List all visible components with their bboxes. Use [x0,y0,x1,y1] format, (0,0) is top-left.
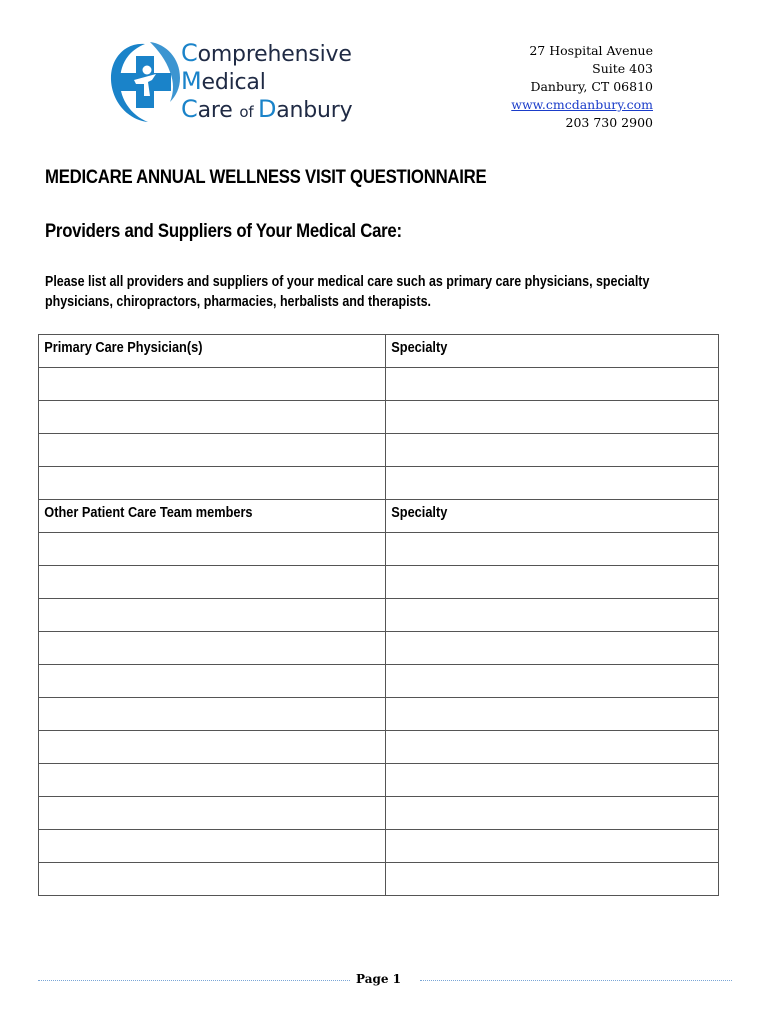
team-member-cell[interactable] [39,533,386,566]
team-member-cell[interactable] [39,632,386,665]
team-member-cell[interactable] [39,731,386,764]
specialty-cell[interactable] [386,368,719,401]
physician-name-cell[interactable] [39,401,386,434]
address-phone: 203 730 2900 [565,115,653,130]
address-suite: Suite 403 [592,61,653,76]
team-member-cell[interactable] [39,599,386,632]
address-street: 27 Hospital Avenue [529,43,653,58]
logo-line-1: Comprehensive [181,39,352,67]
instructions-text: Please list all providers and suppliers of your medical care such as primary care physicians, specialty physicians, chiropractors, pharmacies, herbalists and therapists. [45,274,650,310]
address-city: Danbury, CT 06810 [530,79,653,94]
specialty-cell[interactable] [386,830,719,863]
table-row [39,863,719,896]
logo-line-2: Medical [181,67,266,95]
table-row [39,698,719,731]
table-row [39,764,719,797]
table-row [39,632,719,665]
header-cell-care-team: Other Patient Care Team members [39,500,386,533]
header-cell-primary-care: Primary Care Physician(s) [39,335,386,368]
table-row [39,434,719,467]
table-header-row-primary [39,335,719,368]
table-header-row-team [39,500,719,533]
specialty-cell[interactable] [386,665,719,698]
specialty-cell[interactable] [386,764,719,797]
website-link[interactable]: www.cmcdanbury.com [511,97,653,112]
table-row [39,467,719,500]
specialty-cell[interactable] [386,467,719,500]
specialty-cell[interactable] [386,698,719,731]
team-member-cell[interactable] [39,665,386,698]
table-row [39,566,719,599]
table-row [39,665,719,698]
specialty-cell[interactable] [386,566,719,599]
table-row [39,731,719,764]
team-member-cell[interactable] [39,863,386,896]
header-cell-specialty: Specialty [386,500,719,533]
logo-line-3: Care of Danbury [181,95,353,123]
team-member-cell[interactable] [39,698,386,731]
section-heading: Providers and Suppliers of Your Medical Care: [45,220,402,242]
specialty-cell[interactable] [386,632,719,665]
header-cell-specialty: Specialty [386,335,719,368]
specialty-cell[interactable] [386,599,719,632]
specialty-cell[interactable] [386,797,719,830]
table-row [39,533,719,566]
team-member-cell[interactable] [39,566,386,599]
table-row [39,797,719,830]
team-member-cell[interactable] [39,797,386,830]
table-row [39,830,719,863]
specialty-cell[interactable] [386,401,719,434]
address-block [511,42,653,132]
footer-divider-left [38,980,350,981]
table-row [39,401,719,434]
physician-name-cell[interactable] [39,368,386,401]
specialty-cell[interactable] [386,434,719,467]
physician-name-cell[interactable] [39,434,386,467]
table-row [39,599,719,632]
practice-logo [106,38,376,126]
page-title: MEDICARE ANNUAL WELLNESS VISIT QUESTIONNAIRE [45,166,487,188]
team-member-cell[interactable] [39,764,386,797]
medical-cross-logo-icon [106,38,184,126]
page-number: Page 1 [356,972,402,986]
physician-name-cell[interactable] [39,467,386,500]
providers-table [38,334,719,896]
specialty-cell[interactable] [386,731,719,764]
team-member-cell[interactable] [39,830,386,863]
footer-divider-right [420,980,732,981]
specialty-cell[interactable] [386,863,719,896]
table-row [39,368,719,401]
specialty-cell[interactable] [386,533,719,566]
